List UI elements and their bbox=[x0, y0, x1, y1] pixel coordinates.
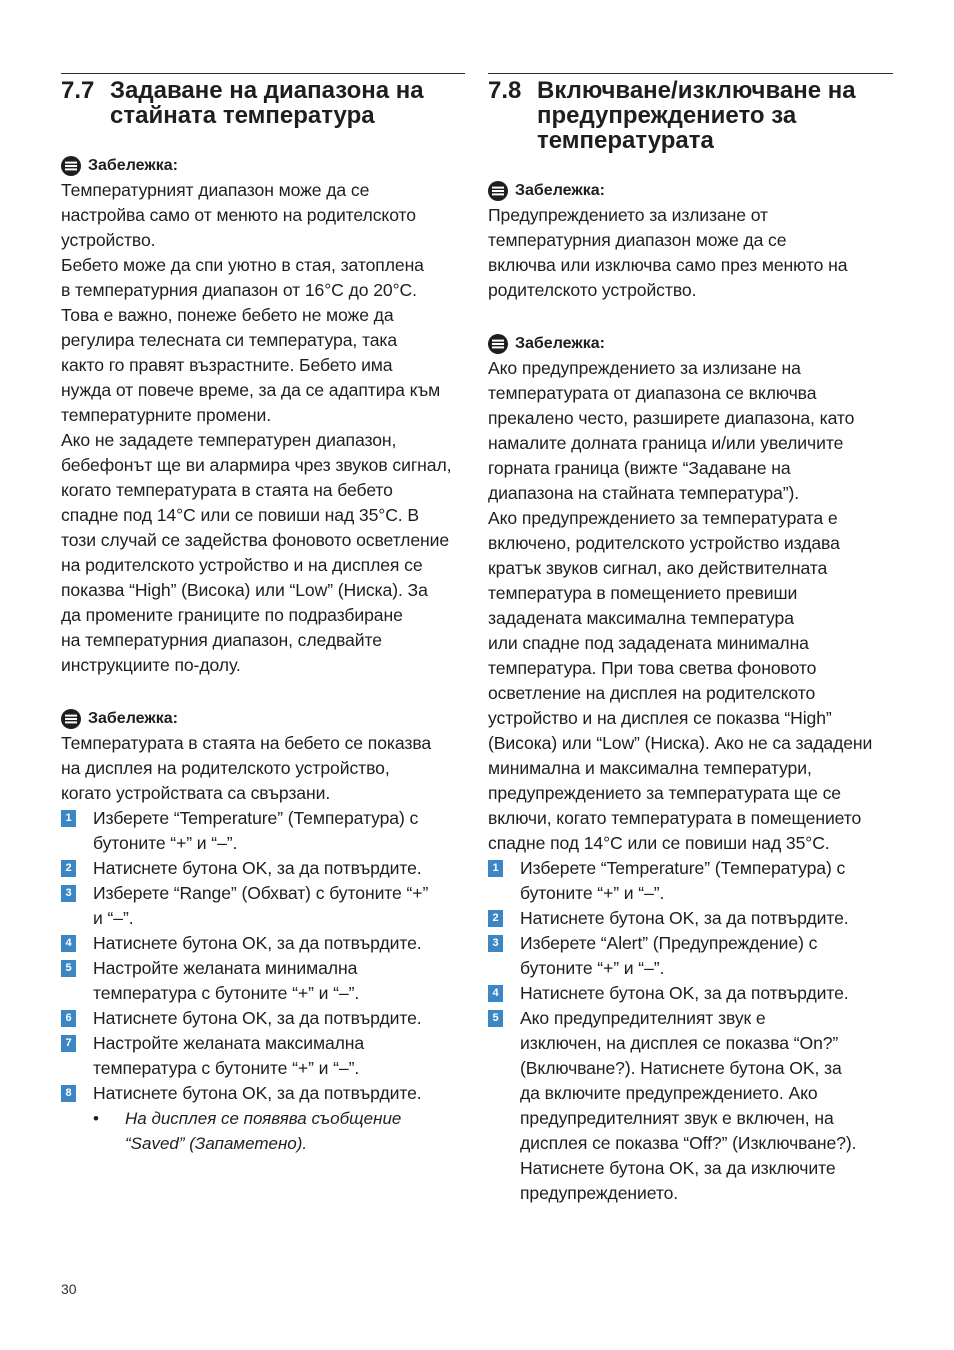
step-item: 5 Настройте желаната минимална температура с бутоните “+” и “–”. bbox=[61, 956, 465, 1006]
section-number: 7.7 bbox=[61, 77, 95, 104]
note-icon bbox=[488, 181, 508, 201]
step-number-badge: 5 bbox=[61, 960, 76, 977]
step-item: 6 Натиснете бутона OK, за да потвърдите. bbox=[61, 1006, 465, 1031]
section-number: 7.8 bbox=[488, 77, 522, 104]
step-number-badge: 5 bbox=[488, 1010, 503, 1027]
section-rule bbox=[61, 73, 465, 74]
note-text: Предупреждението за излизане от температурния диапазон може да се включва или изключва само през менюто на родителското устройство. bbox=[488, 205, 848, 300]
step-number-badge: 2 bbox=[488, 910, 503, 927]
steps-list bbox=[488, 856, 893, 1206]
step-item: 5 Ако предупредителният звук е изключен, на дисплея се показва “On?” (Включване?). Натиснете бутона OK, за да включите предупреждението. Ако предупредителният звук е включен, на дисплея се показва “Off?” (Изключване?). Натиснете бутона OK, за да изключите предупреждението. bbox=[488, 1006, 893, 1206]
step-number-badge: 3 bbox=[61, 885, 76, 902]
note-text: Температурният диапазон може да се настройва само от менюто на родителското устройство. Бебето може да спи уютно в стая, затоплена в температурния диапазон от 16°C до 20°C. Това е важно, понеже бебето не може да регулира телесната си температура, така както го правят възрастните. Бебето има нужда от повече време, за да се адаптира към температурните промени. Ако не зададете температурен диапазон, бебефонът ще ви алармира чрез звуков сигнал, когато температурата в стаята на бебето спадне под 14°C или се повиши над 35°C. В този случай се задейства фоновото осветление на родителското устройство и на дисплея се показва “High” (Висока) или “Low” (Ниска). За да промените границите по подразбиране на температурния диапазон, следвайте инструкциите по-долу. bbox=[61, 180, 452, 675]
step-number-badge: 4 bbox=[61, 935, 76, 952]
note-heading bbox=[488, 178, 893, 203]
step-number-badge: 1 bbox=[61, 810, 76, 827]
section-title: Задаване на диапазона на стайната температура bbox=[110, 77, 424, 129]
section-heading-7-7 bbox=[61, 78, 465, 128]
step-item: 3 Изберете “Alert” (Предупреждение) с бутоните “+” и “–”. bbox=[488, 931, 893, 981]
right-column bbox=[488, 73, 893, 1206]
step-item: 8 Натиснете бутона OK, за да потвърдите. bbox=[61, 1081, 465, 1106]
step-number-badge: 1 bbox=[488, 860, 503, 877]
step-number-badge: 8 bbox=[61, 1085, 76, 1102]
result-bullet-item bbox=[61, 1106, 465, 1156]
bullet-mark: • bbox=[93, 1109, 99, 1128]
step-item: 4 Натиснете бутона OK, за да потвърдите. bbox=[488, 981, 893, 1006]
steps-list bbox=[61, 806, 465, 1106]
step-item: 2 Натиснете бутона OK, за да потвърдите. bbox=[61, 856, 465, 881]
step-item: 2 Натиснете бутона OK, за да потвърдите. bbox=[488, 906, 893, 931]
result-text: На дисплея се появява съобщение “Saved” (Запаметено). bbox=[125, 1109, 402, 1153]
note-label: Забележка: bbox=[88, 156, 178, 174]
step-item: 1 Изберете “Temperature” (Температура) с бутоните “+” и “–”. bbox=[488, 856, 893, 906]
section-rule bbox=[488, 73, 893, 74]
step-number-badge: 7 bbox=[61, 1035, 76, 1052]
note-heading bbox=[488, 331, 893, 356]
page-number: 30 bbox=[61, 1281, 77, 1297]
note-text: Температурата в стаята на бебето се показва на дисплея на родителското устройство, когато устройствата са свързани. bbox=[61, 733, 432, 803]
note-heading bbox=[61, 706, 465, 731]
note-label: Забележка: bbox=[88, 709, 178, 727]
step-item: 4 Натиснете бутона OK, за да потвърдите. bbox=[61, 931, 465, 956]
section-title: Включване/изключване на предупреждението за температурата bbox=[537, 77, 856, 154]
note-text: Ако предупреждението за излизане на температурата от диапазона се включва прекалено често, разширете диапазона, като намалите долната граница и/или увеличите горната граница (вижте “Задаване на диапазона на стайната температура”). Ако предупреждението за температурата е включено, родителското устройство издава кратък звуков сигнал, ако действителната температура в помещението превиши зададената максимална температура или спадне под зададената минимална температура. При това светва фоновото осветление на дисплея на родителското устройство и на дисплея се показва “High” (Висока) или “Low” (Ниска). Ако не са зададени минимална и максимална температури, предупреждението за температурата ще се включи, когато температурата в помещението спадне под 14°C или се повиши над 35°C. bbox=[488, 358, 873, 853]
note-label: Забележка: bbox=[515, 181, 605, 199]
step-number-badge: 2 bbox=[61, 860, 76, 877]
left-column bbox=[61, 73, 465, 1156]
note-icon bbox=[61, 156, 81, 176]
note-heading bbox=[61, 153, 465, 178]
step-number-badge: 4 bbox=[488, 985, 503, 1002]
step-number-badge: 6 bbox=[61, 1010, 76, 1027]
note-icon bbox=[61, 709, 81, 729]
step-item: 1 Изберете “Temperature” (Температура) с бутоните “+” и “–”. bbox=[61, 806, 465, 856]
note-icon bbox=[488, 334, 508, 354]
step-item: 7 Настройте желаната максимална температура с бутоните “+” и “–”. bbox=[61, 1031, 465, 1081]
step-item: 3 Изберете “Range” (Обхват) с бутоните “+” и “–”. bbox=[61, 881, 465, 931]
step-number-badge: 3 bbox=[488, 935, 503, 952]
note-label: Забележка: bbox=[515, 334, 605, 352]
section-heading-7-8 bbox=[488, 78, 893, 153]
